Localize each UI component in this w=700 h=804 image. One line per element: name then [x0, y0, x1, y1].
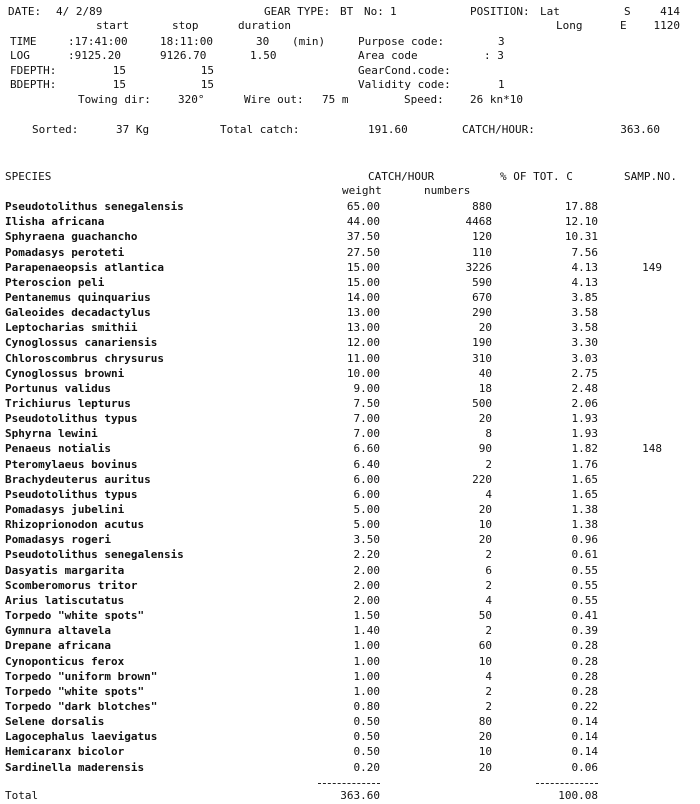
catch-weight: 15.00	[346, 275, 380, 289]
sub-numbers-heading: numbers	[424, 184, 471, 197]
species-name: Chloroscombrus chrysurus	[5, 351, 164, 365]
catch-weight: 0.50	[353, 730, 380, 744]
percent-of-total: 0.28	[571, 684, 598, 698]
catch-weight: 6.00	[353, 487, 380, 501]
weight-total-rule	[318, 783, 380, 784]
table-row	[0, 503, 700, 518]
catch-numbers: 2	[485, 548, 492, 562]
percent-of-total: 3.30	[571, 336, 598, 350]
catch-weight: 15.00	[346, 260, 380, 274]
catch-weight: 1.00	[353, 654, 380, 668]
catch-numbers: 50	[478, 609, 492, 623]
catch-weight: 27.50	[346, 245, 380, 259]
catch-numbers: 6	[485, 563, 492, 577]
table-row	[0, 761, 700, 776]
table-row	[0, 321, 700, 336]
species-name: Galeoides decadactylus	[5, 306, 151, 319]
percent-of-total: 0.28	[571, 654, 598, 668]
table-row	[0, 745, 700, 760]
catch-numbers: 2	[485, 578, 492, 592]
species-name: Arius latiscutatus	[5, 593, 125, 607]
species-name: Parapenaeopsis atlantica	[5, 260, 164, 274]
catch-numbers: 20	[478, 412, 492, 426]
long-label: Long	[556, 19, 583, 32]
bdepth-stop: 15	[200, 78, 214, 91]
percent-of-total: 4.13	[571, 260, 598, 274]
catch-numbers: 2	[485, 684, 492, 698]
table-row	[0, 427, 700, 442]
sub-weight-heading: weight	[342, 184, 382, 197]
catch-weight: 3.50	[353, 533, 380, 547]
catch-numbers: 80	[478, 715, 492, 729]
wire-value: 75 m	[322, 93, 349, 106]
catch-numbers: 20	[478, 533, 492, 547]
percent-of-total: 1.38	[571, 503, 598, 516]
catch-weight: 14.00	[346, 290, 380, 304]
catch-numbers: 4	[485, 593, 492, 607]
catch-numbers: 2	[485, 624, 492, 638]
catch-weight: 12.00	[346, 336, 380, 350]
bdepth-start: 15	[112, 78, 126, 91]
species-name: Trichiurus lepturus	[5, 397, 131, 410]
fdepth-stop: 15	[200, 64, 214, 77]
species-name: Drepane africana	[5, 639, 111, 653]
fdepth-label: FDEPTH:	[10, 64, 57, 77]
catch-numbers: 500	[472, 397, 492, 410]
table-row	[0, 412, 700, 427]
percent-of-total: 10.31	[564, 230, 598, 244]
catch-weight: 13.00	[346, 321, 380, 335]
wire-label: Wire out:	[244, 93, 304, 106]
percent-of-total: 0.96	[571, 533, 598, 547]
catch-numbers: 8	[485, 427, 492, 441]
catch-weight: 6.40	[353, 457, 380, 471]
catch-weight: 7.50	[353, 397, 380, 410]
species-name: Torpedo "white spots"	[5, 684, 145, 698]
catch-weight: 0.20	[353, 760, 380, 774]
catch-numbers: 190	[472, 336, 492, 350]
catch-weight: 2.20	[353, 548, 380, 562]
species-name: Torpedo "dark blotches"	[5, 699, 158, 713]
species-name: Sphyraena guachancho	[5, 230, 138, 244]
percent-of-total: 0.14	[571, 745, 598, 759]
table-row	[0, 382, 700, 397]
table-row	[0, 367, 700, 382]
species-name: Pseudotolithus typus	[5, 412, 138, 426]
table-row	[0, 533, 700, 548]
table-row	[0, 200, 700, 215]
catch-weight: 65.00	[346, 200, 380, 213]
percent-of-total: 0.55	[571, 593, 598, 607]
catch-hour-label: CATCH/HOUR:	[462, 123, 535, 136]
fdepth-start: 15	[112, 64, 126, 77]
table-row	[0, 730, 700, 745]
percent-of-total: 1.76	[571, 457, 598, 471]
catch-numbers: 90	[478, 442, 492, 456]
date-value: 4/ 2/89	[56, 5, 103, 18]
species-name: Leptocharias smithii	[5, 321, 138, 335]
purpose-value: 3	[498, 35, 505, 48]
species-name: Pomadasys peroteti	[5, 245, 125, 259]
catch-weight: 2.00	[353, 593, 380, 607]
duration-value: 30	[256, 35, 270, 48]
species-name: Lagocephalus laevigatus	[5, 730, 158, 744]
table-row	[0, 685, 700, 700]
table-row	[0, 352, 700, 367]
catch-weight: 5.00	[353, 503, 380, 516]
catch-numbers: 3226	[465, 260, 492, 274]
percent-of-total: 0.14	[571, 715, 598, 729]
table-row	[0, 306, 700, 321]
species-name: Pseudotolithus typus	[5, 487, 138, 501]
col-duration-heading: duration	[238, 19, 291, 32]
catch-numbers: 10	[478, 518, 492, 532]
table-row	[0, 458, 700, 473]
species-name: Pomadasys rogeri	[5, 533, 111, 547]
species-name: Pteroscion peli	[5, 275, 105, 289]
species-name: Sardinella maderensis	[5, 760, 145, 774]
catch-weight: 2.00	[353, 563, 380, 577]
table-row	[0, 609, 700, 624]
species-name: Cynoglossus canariensis	[5, 336, 158, 350]
bdepth-label: BDEPTH:	[10, 78, 57, 91]
long-value: 1120	[653, 19, 680, 32]
table-row	[0, 276, 700, 291]
species-name: Torpedo "uniform brown"	[5, 669, 158, 683]
species-name: Selene dorsalis	[5, 715, 105, 729]
percent-of-total: 0.06	[571, 760, 598, 774]
gear-type-label: GEAR TYPE:	[264, 5, 331, 18]
percent-of-total: 2.48	[571, 381, 598, 395]
catch-numbers: 120	[472, 230, 492, 244]
table-row	[0, 639, 700, 654]
table-row	[0, 579, 700, 594]
percent-of-total: 2.75	[571, 366, 598, 380]
catch-numbers: 4	[485, 487, 492, 501]
catch-numbers: 20	[478, 503, 492, 516]
date-label: DATE:	[8, 5, 42, 18]
species-name: Scomberomorus tritor	[5, 578, 138, 592]
catch-weight: 0.80	[353, 699, 380, 713]
table-row	[0, 548, 700, 563]
time-start: :17:41:00	[68, 35, 128, 48]
total-label: Total	[5, 789, 39, 802]
catch-weight: 1.00	[353, 669, 380, 683]
catch-numbers: 20	[478, 760, 492, 774]
validity-value: 1	[498, 78, 505, 91]
duration-unit: (min)	[292, 35, 326, 48]
total-pct: 100.08	[558, 789, 598, 802]
species-name: Penaeus notialis	[5, 442, 111, 456]
species-name: Torpedo "white spots"	[5, 609, 145, 623]
species-name: Hemicaranx bicolor	[5, 745, 125, 759]
table-row	[0, 230, 700, 245]
log-stop: 9126.70	[160, 49, 207, 62]
col-species-heading: SPECIES	[5, 170, 52, 183]
catch-numbers: 2	[485, 699, 492, 713]
purpose-label: Purpose code:	[358, 35, 445, 48]
catch-weight: 5.00	[353, 518, 380, 532]
percent-of-total: 3.03	[571, 351, 598, 365]
species-name: Dasyatis margarita	[5, 563, 125, 577]
col-start-heading: start	[96, 19, 130, 32]
catch-weight: 10.00	[346, 366, 380, 380]
catch-numbers: 20	[478, 321, 492, 335]
towing-value: 320°	[178, 93, 205, 106]
towing-label: Towing dir:	[78, 93, 151, 106]
position-label: POSITION:	[470, 5, 530, 18]
catch-weight: 6.00	[353, 472, 380, 486]
percent-of-total: 4.13	[571, 275, 598, 289]
table-row	[0, 246, 700, 261]
species-name: Brachydeuterus auritus	[5, 472, 151, 486]
percent-of-total: 3.58	[571, 306, 598, 319]
percent-of-total: 1.93	[571, 412, 598, 426]
catch-weight: 2.00	[353, 578, 380, 592]
catch-numbers: 10	[478, 654, 492, 668]
gearcond-label: GearCond.code:	[358, 64, 451, 77]
percent-of-total: 3.58	[571, 321, 598, 335]
catch-numbers: 670	[472, 290, 492, 304]
time-label: TIME	[10, 35, 37, 48]
catch-weight: 7.00	[353, 412, 380, 426]
catch-numbers: 2	[485, 457, 492, 471]
table-row	[0, 291, 700, 306]
catch-numbers: 40	[478, 366, 492, 380]
table-row	[0, 594, 700, 609]
percent-of-total: 0.41	[571, 609, 598, 623]
catch-numbers: 4468	[465, 215, 492, 229]
gear-no-value: 1	[390, 5, 397, 18]
catch-numbers: 20	[478, 730, 492, 744]
table-row	[0, 261, 700, 276]
area-value: : 3	[484, 49, 504, 62]
catch-hour-value: 363.60	[620, 123, 660, 136]
col-catch-hour-heading: CATCH/HOUR	[368, 170, 435, 183]
catch-weight: 13.00	[346, 306, 380, 319]
percent-of-total: 0.55	[571, 563, 598, 577]
lat-value: 414	[660, 5, 680, 18]
catch-numbers: 60	[478, 639, 492, 653]
percent-of-total: 17.88	[564, 200, 598, 213]
speed-label: Speed:	[404, 93, 444, 106]
validity-label: Validity code:	[358, 78, 451, 91]
percent-of-total: 1.93	[571, 427, 598, 441]
table-row	[0, 442, 700, 457]
time-stop: 18:11:00	[160, 35, 213, 48]
catch-weight: 44.00	[346, 215, 380, 229]
col-samp-heading: SAMP.NO.	[624, 170, 677, 183]
catch-numbers: 18	[478, 381, 492, 395]
table-row	[0, 488, 700, 503]
catch-weight: 11.00	[346, 351, 380, 365]
table-row	[0, 336, 700, 351]
table-row	[0, 715, 700, 730]
lat-dir: S	[624, 5, 631, 18]
catch-numbers: 880	[472, 200, 492, 213]
percent-of-total: 7.56	[571, 245, 598, 259]
species-name: Pseudotolithus senegalensis	[5, 548, 184, 562]
catch-numbers: 290	[472, 306, 492, 319]
log-label: LOG	[10, 49, 30, 62]
percent-of-total: 1.38	[571, 518, 598, 532]
table-row	[0, 655, 700, 670]
pct-total-rule	[536, 783, 598, 784]
sample-number: 149	[642, 260, 662, 274]
catch-numbers: 310	[472, 351, 492, 365]
percent-of-total: 12.10	[564, 215, 598, 229]
catch-weight: 1.00	[353, 684, 380, 698]
sample-number: 148	[642, 442, 662, 456]
species-name: Pomadasys jubelini	[5, 503, 125, 516]
gear-no-label: No:	[364, 5, 384, 18]
total-catch-label: Total catch:	[220, 123, 300, 136]
table-row	[0, 670, 700, 685]
catch-numbers: 110	[472, 245, 492, 259]
sorted-label: Sorted:	[32, 123, 79, 136]
lat-label: Lat	[540, 5, 560, 18]
species-name: Gymnura altavela	[5, 624, 111, 638]
col-pct-heading: % OF TOT. C	[500, 170, 573, 183]
percent-of-total: 0.39	[571, 624, 598, 638]
table-row	[0, 700, 700, 715]
percent-of-total: 0.55	[571, 578, 598, 592]
percent-of-total: 2.06	[571, 397, 598, 410]
catch-numbers: 10	[478, 745, 492, 759]
table-row	[0, 473, 700, 488]
percent-of-total: 1.65	[571, 472, 598, 486]
log-distance: 1.50	[250, 49, 277, 62]
species-name: Cynoponticus ferox	[5, 654, 125, 668]
total-weight: 363.60	[340, 789, 380, 802]
log-start: :9125.20	[68, 49, 121, 62]
species-name: Ilisha africana	[5, 215, 105, 229]
species-name: Portunus validus	[5, 381, 111, 395]
area-label: Area code	[358, 49, 418, 62]
table-row	[0, 624, 700, 639]
percent-of-total: 3.85	[571, 290, 598, 304]
percent-of-total: 1.65	[571, 487, 598, 501]
percent-of-total: 0.61	[571, 548, 598, 562]
long-dir: E	[620, 19, 627, 32]
percent-of-total: 1.82	[571, 442, 598, 456]
percent-of-total: 0.14	[571, 730, 598, 744]
catch-weight: 1.50	[353, 609, 380, 623]
species-name: Cynoglossus browni	[5, 366, 125, 380]
species-name: Rhizoprionodon acutus	[5, 518, 145, 532]
percent-of-total: 0.28	[571, 639, 598, 653]
species-name: Pseudotolithus senegalensis	[5, 200, 184, 213]
species-name: Pentanemus quinquarius	[5, 290, 151, 304]
table-row	[0, 564, 700, 579]
catch-weight: 9.00	[353, 381, 380, 395]
catch-weight: 0.50	[353, 715, 380, 729]
col-stop-heading: stop	[172, 19, 199, 32]
percent-of-total: 0.22	[571, 699, 598, 713]
gear-type-value: BT	[340, 5, 354, 18]
speed-value: 26 kn*10	[470, 93, 523, 106]
catch-weight: 1.00	[353, 639, 380, 653]
catch-weight: 7.00	[353, 427, 380, 441]
catch-numbers: 4	[485, 669, 492, 683]
table-row	[0, 397, 700, 412]
total-catch-value: 191.60	[368, 123, 408, 136]
species-name: Pteromylaeus bovinus	[5, 457, 138, 471]
catch-numbers: 220	[472, 472, 492, 486]
species-name: Sphyrna lewini	[5, 427, 98, 441]
catch-numbers: 590	[472, 275, 492, 289]
catch-weight: 37.50	[346, 230, 380, 244]
table-row	[0, 215, 700, 230]
catch-weight: 6.60	[353, 442, 380, 456]
table-row	[0, 518, 700, 533]
percent-of-total: 0.28	[571, 669, 598, 683]
catch-weight: 1.40	[353, 624, 380, 638]
catch-weight: 0.50	[353, 745, 380, 759]
sorted-value: 37 Kg	[116, 123, 150, 136]
